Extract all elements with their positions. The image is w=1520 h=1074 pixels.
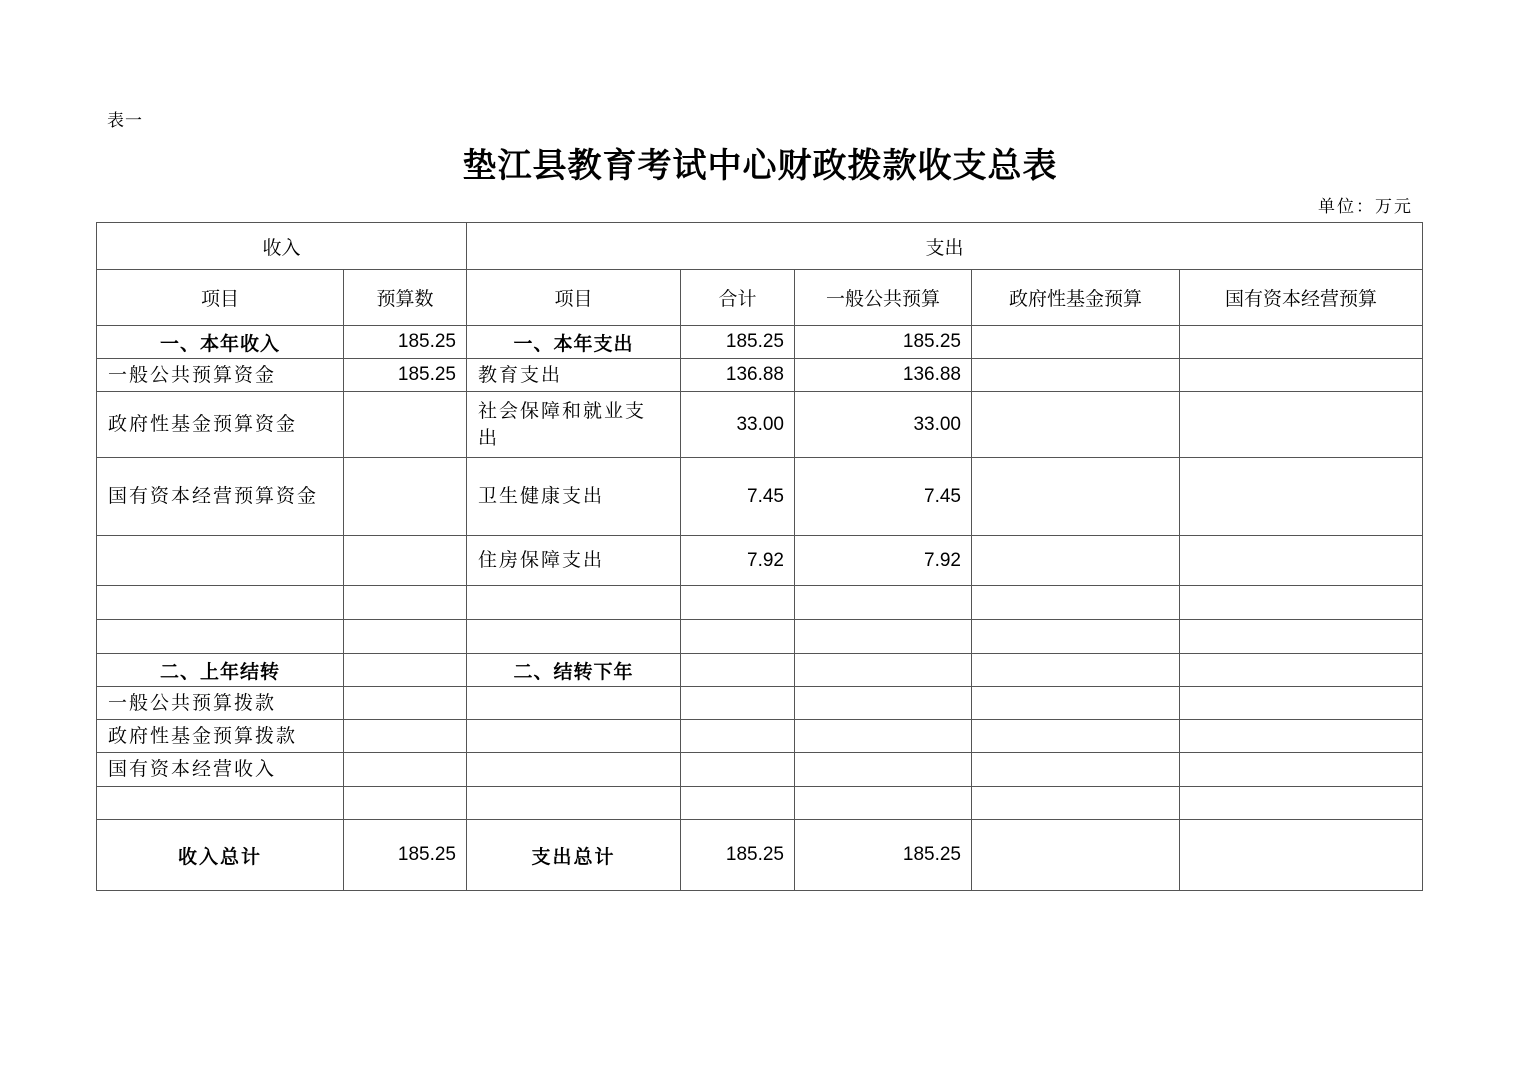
income-item-cell	[97, 536, 344, 586]
state-capital-total	[1180, 820, 1423, 891]
expense-item-cell: 住房保障支出	[467, 536, 681, 586]
gov-fund-cell	[972, 586, 1180, 620]
expense-header: 支出	[467, 223, 1423, 270]
expense-total-value: 185.25	[681, 820, 795, 891]
income-item-cell	[97, 787, 344, 820]
income-budget-cell	[344, 687, 467, 720]
expense-item-cell: 社会保障和就业支出	[467, 392, 681, 458]
expense-item-cell	[467, 687, 681, 720]
income-budget-cell: 185.25	[344, 326, 467, 359]
income-total-label: 收入总计	[97, 820, 344, 891]
income-total-value: 185.25	[344, 820, 467, 891]
state-capital-budget-header: 国有资本经营预算	[1180, 270, 1423, 326]
table-row	[97, 359, 1423, 392]
total-cell	[681, 753, 795, 787]
table-row	[97, 392, 1423, 458]
income-budget-cell	[344, 720, 467, 753]
general-budget-cell	[795, 687, 972, 720]
table-row	[97, 720, 1423, 753]
total-cell	[681, 654, 795, 687]
gov-fund-cell	[972, 359, 1180, 392]
total-cell: 7.45	[681, 458, 795, 536]
total-cell	[681, 787, 795, 820]
table-header-row-1	[97, 223, 1423, 270]
income-item-cell: 二、上年结转	[97, 654, 344, 687]
total-header: 合计	[681, 270, 795, 326]
table-row	[97, 753, 1423, 787]
table-row	[97, 586, 1423, 620]
table-row	[97, 458, 1423, 536]
budget-summary-table	[96, 222, 1423, 891]
general-budget-header: 一般公共预算	[795, 270, 972, 326]
table-row	[97, 620, 1423, 654]
table-row	[97, 687, 1423, 720]
gov-fund-total	[972, 820, 1180, 891]
total-cell: 136.88	[681, 359, 795, 392]
income-item-cell: 一般公共预算拨款	[97, 687, 344, 720]
gov-fund-cell	[972, 720, 1180, 753]
income-item-cell	[97, 620, 344, 654]
income-budget-cell: 185.25	[344, 359, 467, 392]
general-budget-cell: 136.88	[795, 359, 972, 392]
expense-item-cell: 二、结转下年	[467, 654, 681, 687]
general-budget-cell: 185.25	[795, 326, 972, 359]
state-capital-cell	[1180, 720, 1423, 753]
gov-fund-cell	[972, 787, 1180, 820]
state-capital-cell	[1180, 620, 1423, 654]
general-budget-cell	[795, 787, 972, 820]
expense-item-cell: 卫生健康支出	[467, 458, 681, 536]
page-title: 垫江县教育考试中心财政拨款收支总表	[462, 146, 1058, 186]
income-item-header: 项目	[97, 270, 344, 326]
income-item-cell: 国有资本经营收入	[97, 753, 344, 787]
income-item-cell: 一般公共预算资金	[97, 359, 344, 392]
general-budget-cell: 7.45	[795, 458, 972, 536]
expense-item-header: 项目	[467, 270, 681, 326]
total-cell	[681, 720, 795, 753]
income-item-cell: 政府性基金预算拨款	[97, 720, 344, 753]
income-header: 收入	[97, 223, 467, 270]
state-capital-cell	[1180, 392, 1423, 458]
general-budget-cell	[795, 586, 972, 620]
total-cell: 7.92	[681, 536, 795, 586]
income-budget-cell	[344, 654, 467, 687]
table-row	[97, 326, 1423, 359]
general-budget-cell: 33.00	[795, 392, 972, 458]
expense-item-cell	[467, 787, 681, 820]
total-cell: 33.00	[681, 392, 795, 458]
gov-fund-cell	[972, 687, 1180, 720]
table-header-row-2	[97, 270, 1423, 326]
general-budget-cell	[795, 753, 972, 787]
expense-item-cell	[467, 753, 681, 787]
gov-fund-cell	[972, 753, 1180, 787]
expense-item-cell	[467, 720, 681, 753]
table-row	[97, 787, 1423, 820]
state-capital-cell	[1180, 359, 1423, 392]
income-budget-cell	[344, 753, 467, 787]
state-capital-cell	[1180, 687, 1423, 720]
income-budget-header: 预算数	[344, 270, 467, 326]
state-capital-cell	[1180, 586, 1423, 620]
income-budget-cell	[344, 787, 467, 820]
gov-fund-budget-header: 政府性基金预算	[972, 270, 1180, 326]
state-capital-cell	[1180, 654, 1423, 687]
gov-fund-cell	[972, 654, 1180, 687]
expense-item-cell: 一、本年支出	[467, 326, 681, 359]
state-capital-cell	[1180, 787, 1423, 820]
state-capital-cell	[1180, 458, 1423, 536]
expense-total-label: 支出总计	[467, 820, 681, 891]
total-cell	[681, 687, 795, 720]
total-cell	[681, 586, 795, 620]
income-item-cell	[97, 586, 344, 620]
expense-item-cell	[467, 586, 681, 620]
income-budget-cell	[344, 458, 467, 536]
state-capital-cell	[1180, 326, 1423, 359]
unit-label: 单位：万元	[1318, 197, 1413, 217]
income-budget-cell	[344, 620, 467, 654]
general-budget-cell: 7.92	[795, 536, 972, 586]
gov-fund-cell	[972, 392, 1180, 458]
general-budget-cell	[795, 654, 972, 687]
table-row	[97, 654, 1423, 687]
gov-fund-cell	[972, 458, 1180, 536]
general-budget-cell	[795, 620, 972, 654]
income-item-cell: 政府性基金预算资金	[97, 392, 344, 458]
gov-fund-cell	[972, 620, 1180, 654]
total-cell: 185.25	[681, 326, 795, 359]
general-budget-cell	[795, 720, 972, 753]
expense-item-cell: 教育支出	[467, 359, 681, 392]
general-budget-total: 185.25	[795, 820, 972, 891]
income-budget-cell	[344, 586, 467, 620]
expense-item-cell	[467, 620, 681, 654]
income-budget-cell	[344, 392, 467, 458]
total-row	[97, 820, 1423, 891]
table-label: 表一	[107, 111, 143, 131]
income-budget-cell	[344, 536, 467, 586]
state-capital-cell	[1180, 536, 1423, 586]
gov-fund-cell	[972, 536, 1180, 586]
total-cell	[681, 620, 795, 654]
table-row	[97, 536, 1423, 586]
gov-fund-cell	[972, 326, 1180, 359]
income-item-cell: 一、本年收入	[97, 326, 344, 359]
state-capital-cell	[1180, 753, 1423, 787]
income-item-cell: 国有资本经营预算资金	[97, 458, 344, 536]
